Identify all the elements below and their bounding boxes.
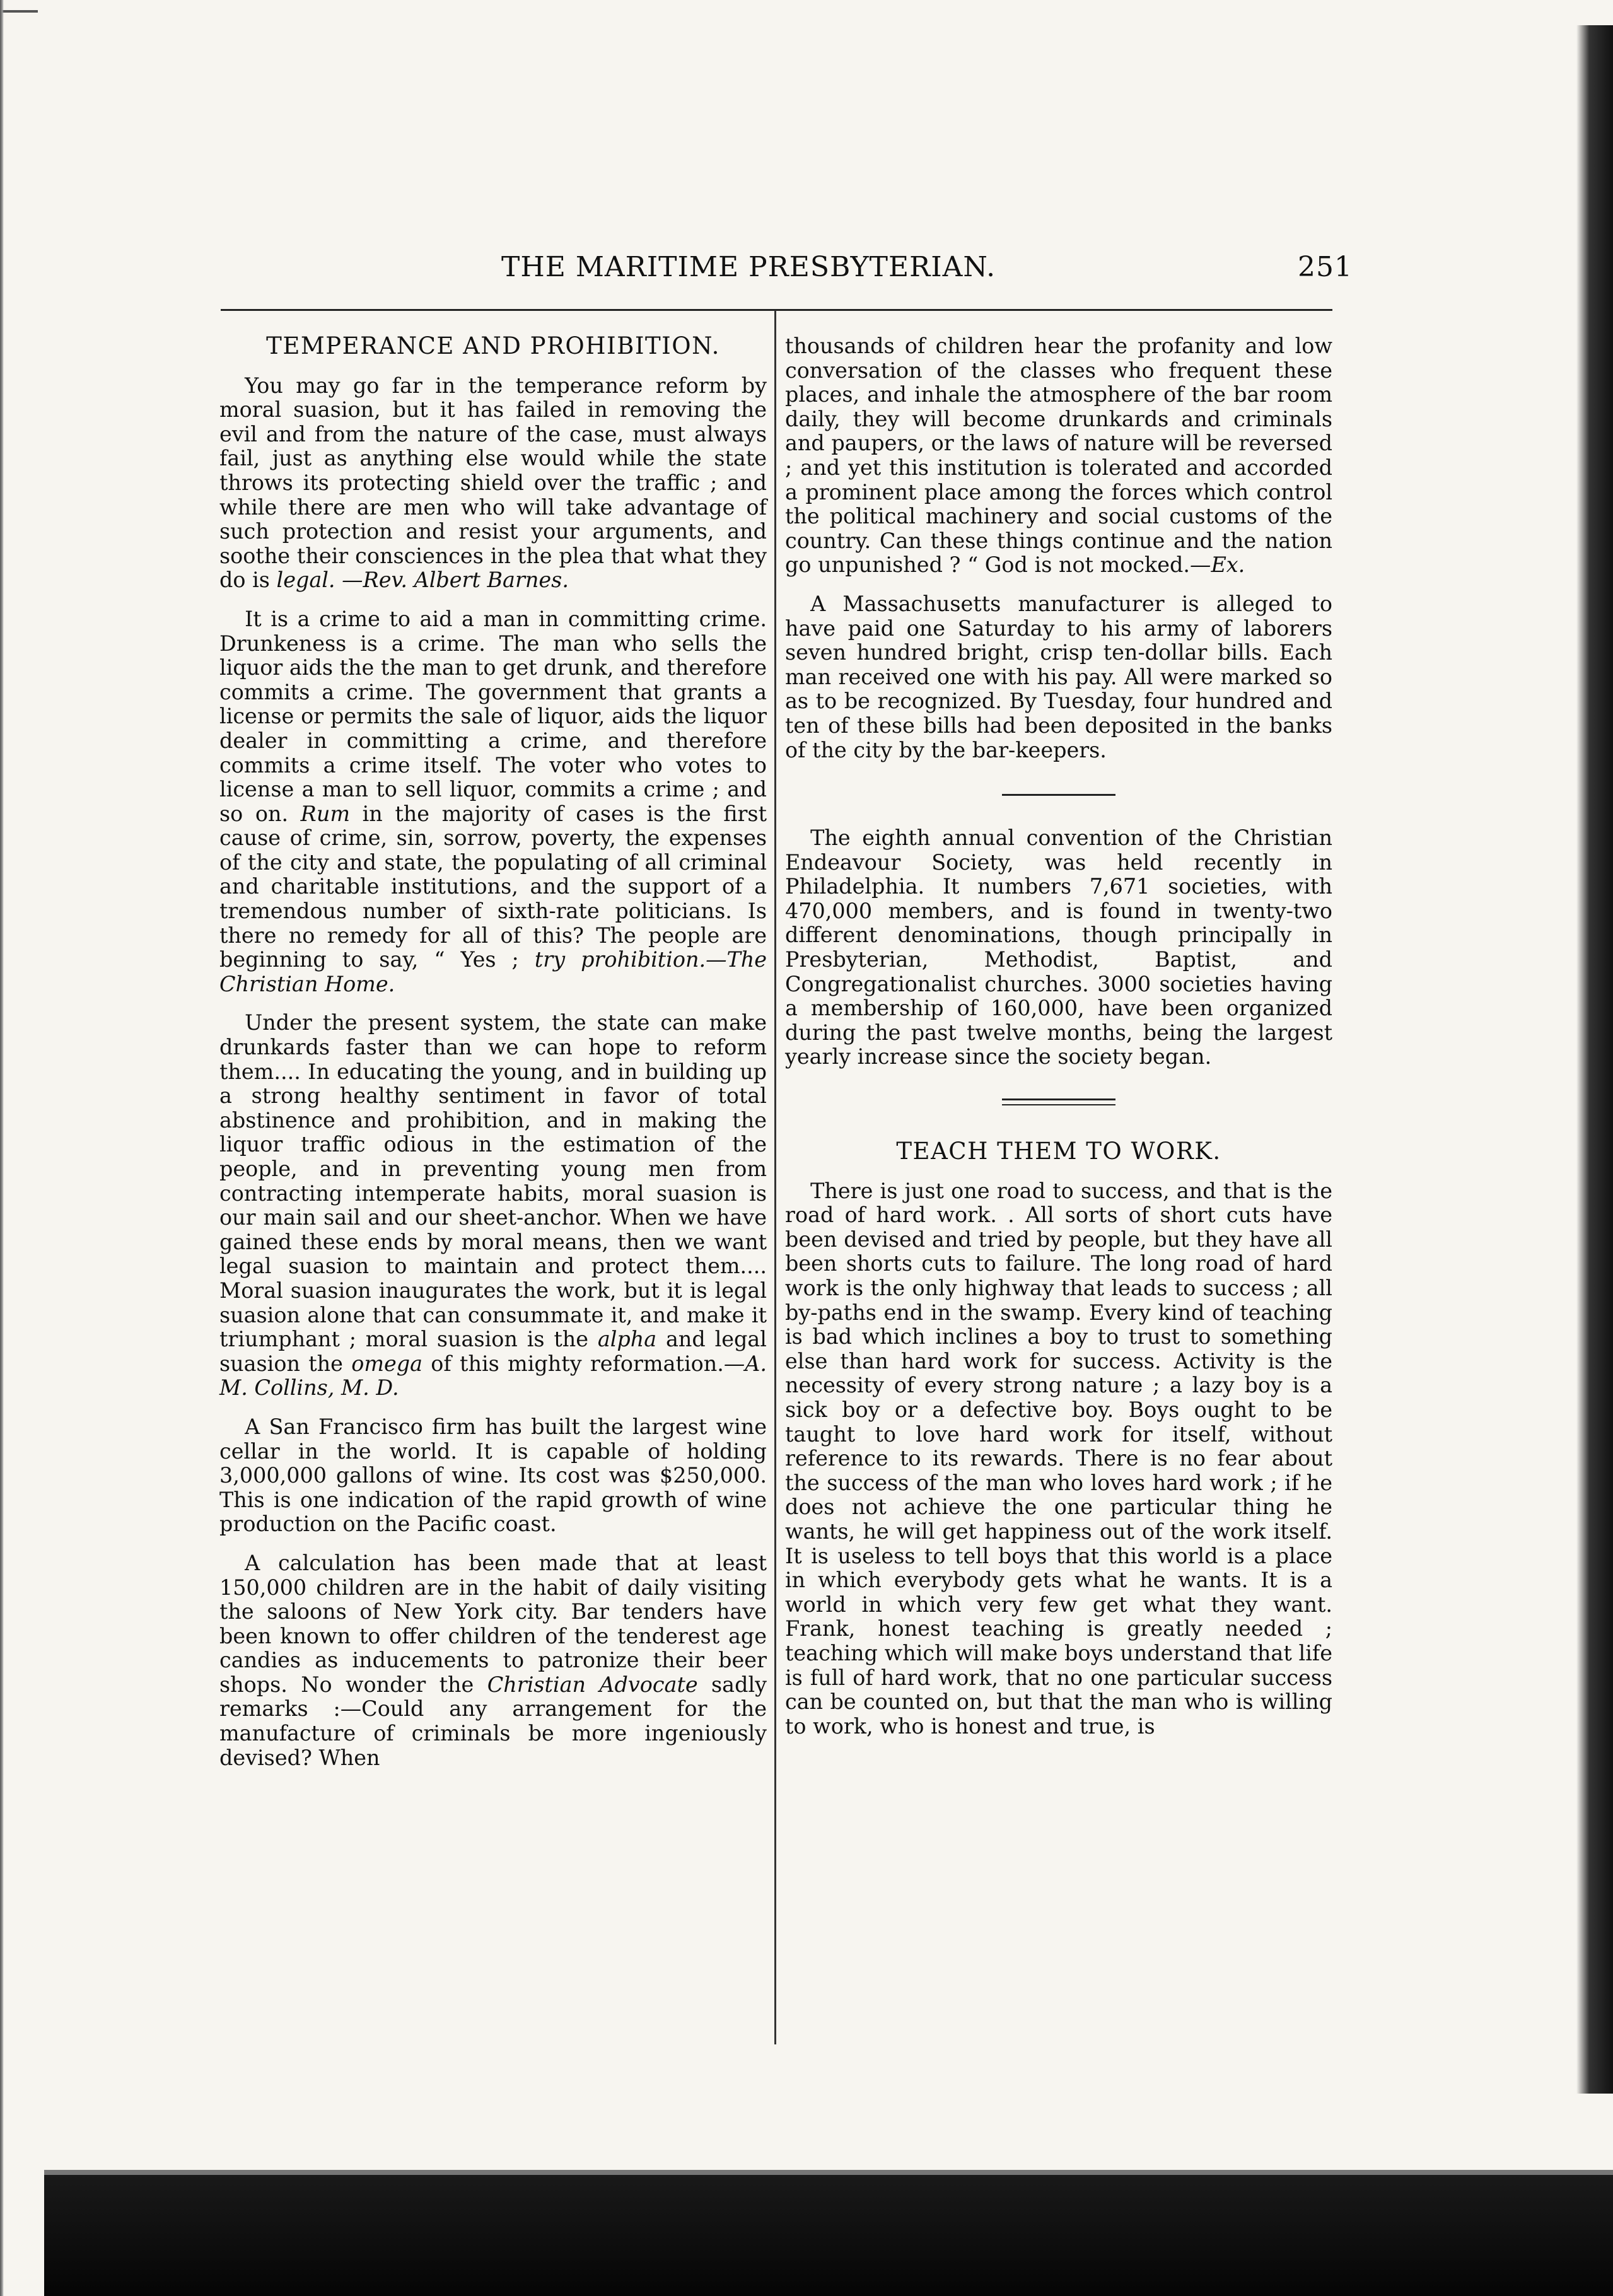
attribution-christian-home: —The Christian Home. [219, 947, 767, 996]
paragraph-text: It is a crime to aid a man in committing crime. Drunkeness is a crime. The man who sells the liquor aids the the man to get drunk, and therefore commits a crime. The government that grants a license or permits the sale of liquor, aids the liquor dealer in committing a crime, and therefore commits a crime itself. The voter who votes to license a man to sell liquor, commits a crime ; and so on. [219, 606, 767, 826]
paragraph-text: and legal suasion the [219, 1327, 767, 1376]
column-divider [774, 310, 776, 2044]
header-rule [221, 309, 1332, 311]
paragraph-text: sadly remarks :—Could any arrangement for the manufacture of criminals be more ingeniously devised? When [219, 1672, 767, 1770]
publication-title: THE MARITIME PRESBYTERIAN. [501, 251, 996, 283]
running-header [501, 251, 1353, 283]
paragraph-barnes [219, 374, 767, 593]
emphasis-try-prohibition: try prohibition. [534, 947, 706, 972]
section-divider [1002, 794, 1115, 796]
paragraph-crime [219, 607, 767, 997]
article-heading-temperance: TEMPERANCE AND PROHIBITION. [266, 332, 720, 359]
paragraph-massachusetts: A Massachusetts manufacturer is alleged to have paid one Saturday to his army of laborers seven hundred bright, crisp ten-dollar bills. Each man received one with his pay. All were marked so as to be recognized. By Tuesday, four hundred and ten of these bills had been deposited in the banks of the city by the bar-keepers. [785, 591, 1332, 762]
page-number: 251 [1298, 251, 1353, 283]
left-column [219, 334, 767, 1785]
emphasis-christian-advocate: Christian Advocate [487, 1672, 698, 1697]
attribution-collins: —A. M. Collins, M. D. [219, 1351, 767, 1401]
emphasis-alpha: alpha [597, 1327, 657, 1352]
attribution-barnes: —Rev. Albert Barnes. [342, 568, 569, 593]
paragraph-hard-work: There is just one road to success, and that is the road of hard work. . All sorts of short cuts have been devised and tried by people, but they have all been shorts cuts to failure. The long road of hard work is the only highway that leads to success ; all by-paths end in the swamp. Every kind of teaching is bad which inclines a boy to trust to something else than hard work for success. Activity is the necessity of every strong nature ; a lazy boy is a sick boy or a defective boy. Boys ought to be taught to love hard work for itself, without reference to its rewards. There is no fear about the success of the man who loves hard work ; if he does not achieve the one particular thing he wants, he will get happiness out of the work itself. It is useless to tell boys that this world is a place in which everybody gets what he wants. It is a world in which very few get what they want. Frank, honest teaching is greatly needed ; teaching which will make boys understand that life is full of hard work, that no one particular success can be counted on, but that the man who is willing to work, who is honest and true, is [785, 1178, 1332, 1739]
paragraph-text: thousands of children hear the profanity and low conversation of the classes who frequent these places, and inhale the atmosphere of the bar room daily, they will become drunkards and criminals and paupers, or the laws of nature will be reversed ; and yet this institution is tolerated and accorded a prominent place among the forces which control the political machinery and social customs of the country. Can these things continue and the nation go unpunished ? “ God is not mocked. [785, 334, 1332, 578]
paragraph-text: Under the present system, the state can make drunkards faster than we can hope to reform them.... In educating the young, and in building up a strong healthy sentiment in favor of total abstinence and prohibition, and in making the liquor traffic odious in the estimation of the people, and in preventing young men from contracting intemperate habits, moral suasion is our main sail and our sheet-anchor. When we have gained these ends by moral means, then we want legal suasion to maintain and protect them.... Moral suasion inaugurates the work, but it is legal suasion alone that can consummate it, and make it triumphant ; moral suasion is the [219, 1010, 767, 1352]
paragraph-text: A calculation has been made that at least 150,000 children are in the habit of daily visiting the saloons of New York city. Bar tenders have been known to offer children of the tenderest age candies as inducements to patronize their beer shops. No wonder the [219, 1550, 767, 1697]
paragraph-christian-endeavour: The eighth annual convention of the Christian Endeavour Society, was held recently in Philadelphia. It numbers 7,671 societies, with 470,000 members, and is found in twenty-two different denominations, though principally in Presbyterian, Methodist, Baptist, and Congregationalist churches. 3000 societies having a membership of 160,000, have been organized during the past twelve months, being the largest yearly increase since the society began. [785, 825, 1332, 1069]
scan-edge-bottom [44, 2170, 1613, 2296]
right-column [785, 334, 1332, 1753]
paragraph-text: in the majority of cases is the first cause of crime, sin, sorrow, poverty, the expenses of the city and state, the populating of all criminal and charitable institutions, and the support of a tremendous number of sixth-rate politicians. Is there no remedy for all of this? The people are beginning to say, “ Yes ; [219, 801, 767, 972]
scan-edge-left [0, 0, 4, 2296]
emphasis-omega: omega [351, 1351, 423, 1376]
paragraph-text: You may go far in the temperance reform by moral suasion, but it has failed in removing the evil and from the nature of the case, must always fail, just as anything else would while the state throws its protecting shield over the traffic ; and while there are men who will take advantage of such protection and resist your arguments, and soothe their consciences in the plea that what they do is [219, 373, 767, 593]
scan-mark [0, 10, 38, 13]
paragraph-children-saloons [219, 1551, 767, 1770]
paragraph-wine-cellar: A San Francisco firm has built the largest wine cellar in the world. It is capable of holding 3,000,000 gallons of wine. Its cost was $250,000. This is one indication of the rapid growth of wine production on the Pacific coast. [219, 1414, 767, 1537]
article-heading-teach-work: TEACH THEM TO WORK. [896, 1138, 1221, 1165]
paragraph-text: of this mighty reformation. [422, 1351, 724, 1376]
scan-edge-right [1576, 25, 1613, 2094]
attribution-ex: —Ex. [1190, 552, 1245, 578]
section-divider-double [1002, 1098, 1115, 1105]
emphasis-legal: legal. [276, 568, 335, 593]
emphasis-rum: Rum [300, 801, 350, 826]
paragraph-continuation [785, 334, 1332, 578]
paragraph-suasion [219, 1011, 767, 1401]
